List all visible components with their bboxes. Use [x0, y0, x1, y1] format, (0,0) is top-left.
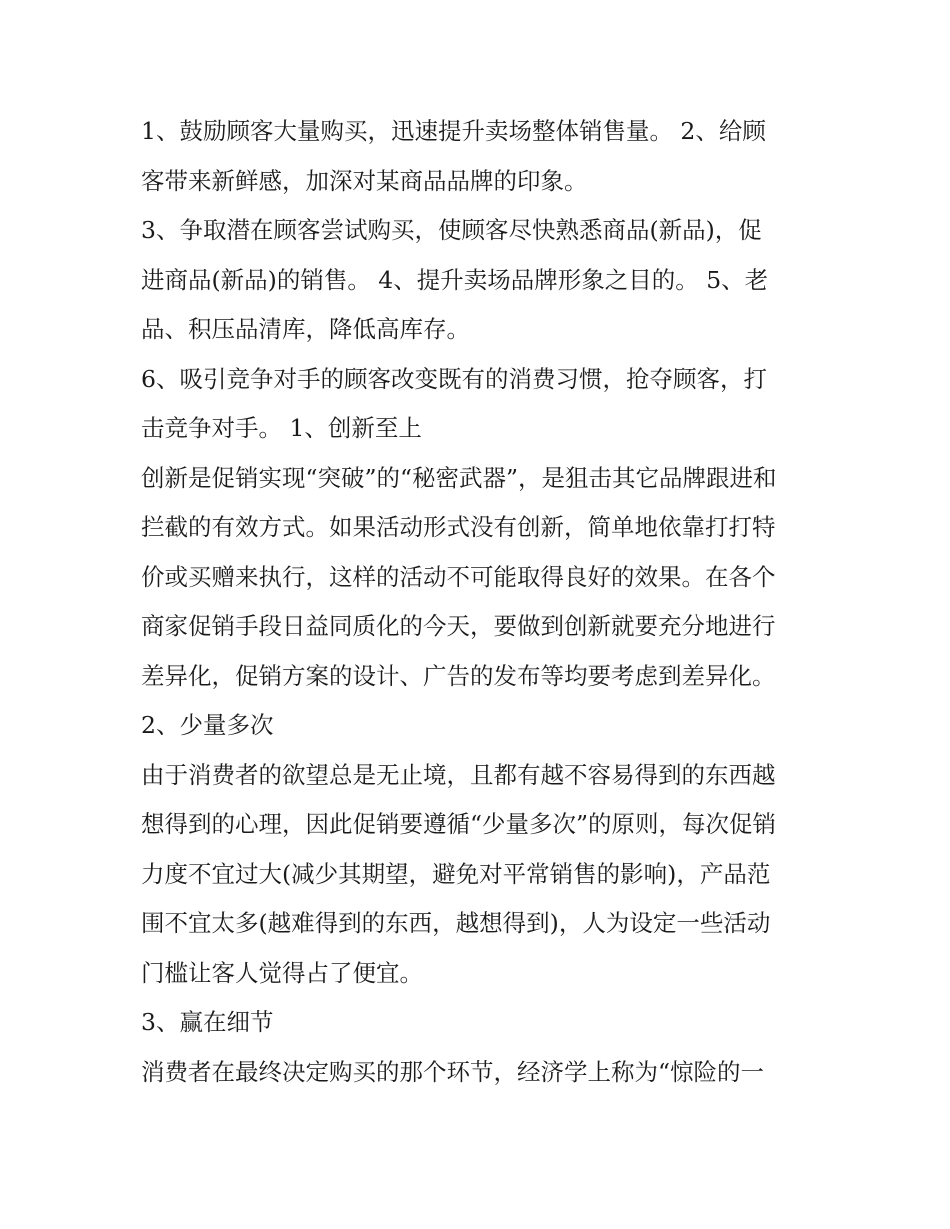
text-line: 围不宜太多(越难得到的东西，越想得到)，人为设定一些活动 — [141, 909, 771, 937]
text-line: 拦截的有效方式。如果活动形式没有创新，简单地依靠打打特 — [141, 513, 776, 541]
text-line: 1、鼓励顾客大量购买，迅速提升卖场整体销售量。 2、给顾 — [141, 117, 766, 145]
text-line: 由于消费者的欲望总是无止境，且都有越不容易得到的东西越 — [141, 760, 776, 789]
text-line: 6、吸引竞争对手的顾客改变既有的消费习惯，抢夺顾客，打 — [141, 364, 767, 393]
section-heading: 2、少量多次 — [141, 711, 274, 739]
text-line: 3、争取潜在顾客尝试购买，使顾客尽快熟悉商品(新品)，促 — [141, 216, 762, 244]
text-line: 击竞争对手。 1、创新至上 — [141, 414, 422, 442]
text-line: 价或买赠来执行，这样的活动不可能取得良好的效果。在各个 — [141, 562, 776, 591]
text-line: 客带来新鲜感，加深对某商品品牌的印象。 — [141, 166, 588, 195]
text-line: 想得到的心理，因此促销要遵循“少量多次”的原则，每次促销 — [141, 810, 777, 838]
text-line: 差异化，促销方案的设计、广告的发布等均要考虑到差异化。 — [141, 661, 776, 690]
text-line: 消费者在最终决定购买的那个环节，经济学上称为“惊险的一 — [141, 1057, 765, 1086]
text-line: 创新是促销实现“突破”的“秘密武器”，是狙击其它品牌跟进和 — [141, 463, 777, 492]
text-line: 力度不宜过大(减少其期望，避免对平常销售的影响)，产品范 — [141, 859, 771, 888]
text-line: 品、积压品清库，降低高库存。 — [141, 315, 470, 343]
document-body — [141, 107, 821, 1097]
section-heading: 3、赢在细节 — [141, 1008, 274, 1036]
text-line: 商家促销手段日益同质化的今天，要做到创新就要充分地进行 — [141, 612, 776, 640]
text-line: 进商品(新品)的销售。 4、提升卖场品牌形象之目的。 5、老 — [141, 265, 769, 294]
text-line: 门槛让客人觉得占了便宜。 — [141, 958, 423, 987]
